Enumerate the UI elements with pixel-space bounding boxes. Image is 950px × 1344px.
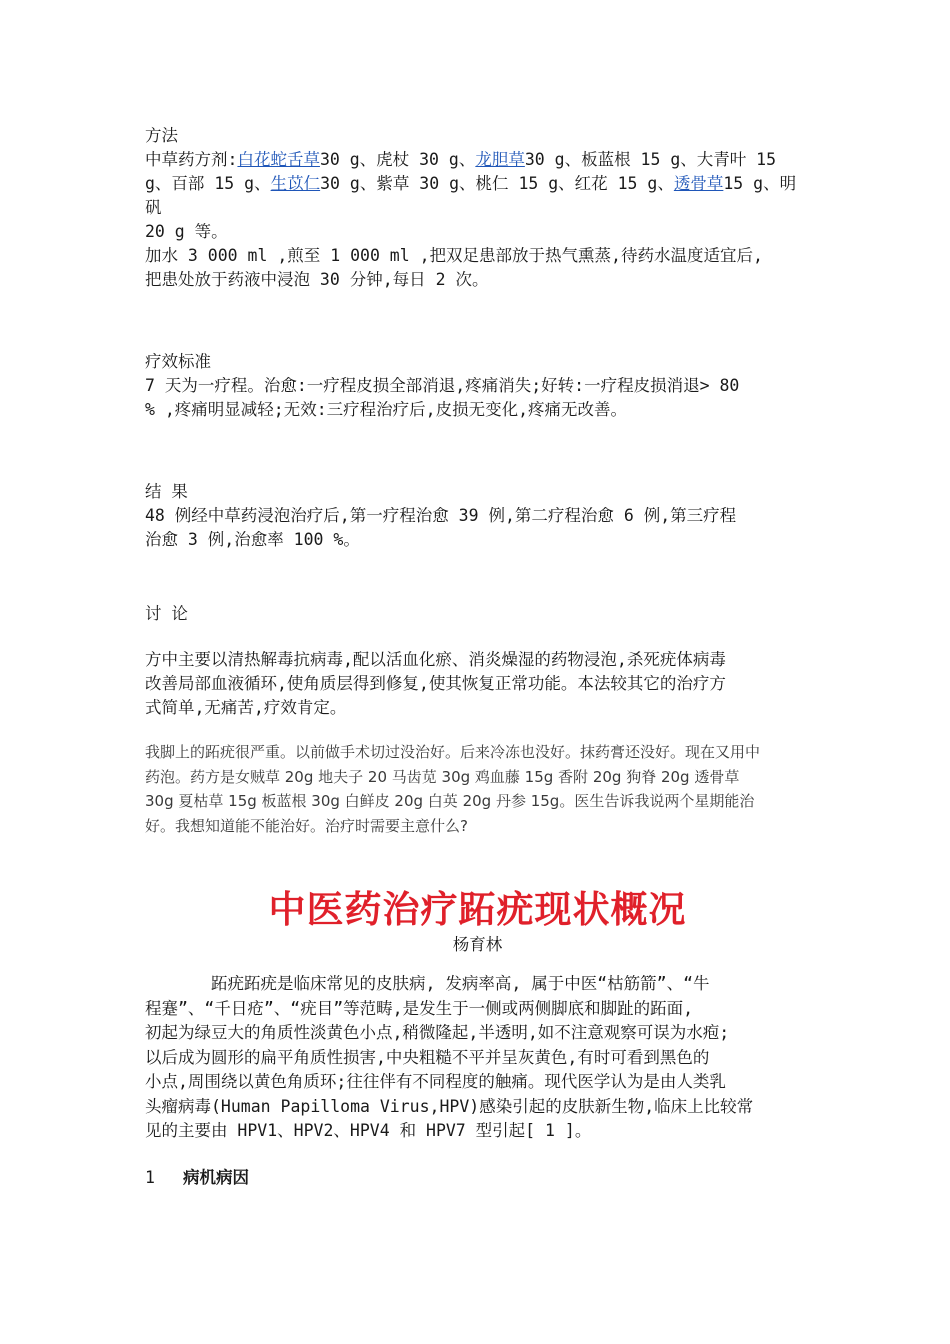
criteria-line-1: 7 天为一疗程。治愈:一疗程皮损全部消退,疼痛消失;好转:一疗程皮损消退> 80 (145, 376, 740, 395)
article-title: 中医药治疗跖疣现状概况 (268, 887, 687, 931)
spacer (145, 958, 810, 972)
text-span: 30 g、虎杖 30 g、 (319, 150, 476, 169)
question-line-1: 我脚上的跖疣很严重。以前做手术切过没治好。后来冷冻也没好。抹药膏还没好。现在又用中 (145, 743, 761, 761)
spacer (145, 626, 810, 648)
text-span: 30 g、紫草 30 g、桃仁 15 g、红花 15 g、 (320, 174, 674, 193)
intro-line-2: 程蹇”、“千日疮”、“疣目”等范畴,是发生于一侧或两侧脚底和脚趾的跖面, (145, 998, 694, 1018)
discussion-line-1: 方中主要以清热解毒抗病毒,配以活血化瘀、消炎燥湿的药物浸泡,杀死疣体病毒 (145, 650, 726, 669)
spacer (145, 720, 810, 740)
section-title: 病机病因 (183, 1167, 249, 1187)
methods-line-3: 20 g 等。 (145, 222, 228, 241)
results-line-2: 治愈 3 例,治愈率 100 %。 (145, 530, 360, 549)
intro-line-5: 小点,周围绕以黄色角质环;往往伴有不同程度的触痛。现代医学认为是由人类乳 (145, 1072, 726, 1091)
link-baihuasheshecao[interactable]: 白花蛇舌草 (237, 150, 320, 169)
section-1-heading (145, 1166, 810, 1190)
document-content (145, 124, 810, 1190)
discussion-line-2: 改善局部血液循环,使角质层得到修复,使其恢复正常功能。本法较其它的治疗方 (145, 674, 726, 693)
intro-line-6: 头瘤病毒(Human Papilloma Virus,HPV)感染引起的皮肤新生物,临床上比较常 (145, 1096, 754, 1116)
article-author: 杨育林 (452, 935, 503, 954)
intro-line-1 (145, 972, 810, 997)
text-span: 跖疣跖疣是临床常见的皮肤病, 发病率高, 属于中医“枯筋箭”、“牛 (211, 974, 710, 993)
question-line-4: 好。我想知道能不能治好。治疗时需要主意什么? (145, 816, 468, 835)
criteria-heading: 疗效标准 (145, 352, 211, 371)
results-line-1: 48 例经中草药浸泡治疗后,第一疗程治愈 39 例,第二疗程治愈 6 例,第三疗程 (145, 506, 737, 525)
methods-heading: 方法 (145, 126, 178, 145)
spacer (145, 292, 810, 350)
discussion-line-3: 式简单,无痛苦,疗效肯定。 (145, 698, 347, 717)
intro-line-4: 以后成为圆形的扁平角质性损害,中央粗糙不平并呈灰黄色,有时可看到黑色的 (145, 1047, 710, 1067)
text-span: 中草药方剂: (145, 150, 238, 169)
link-tougucao[interactable]: 透骨草 (673, 174, 724, 193)
spacer (145, 838, 810, 886)
spacer (145, 422, 810, 480)
spacer (145, 1144, 810, 1166)
link-longdancao[interactable]: 龙胆草 (475, 150, 525, 169)
methods-line-4: 加水 3 000 ml ,煎至 1 000 ml ,把双足患部放于热气熏蒸,待药水温度适宜后, (145, 246, 763, 265)
methods-line-5: 把患处放于药液中浸泡 30 分钟,每日 2 次。 (145, 270, 489, 289)
discussion-heading: 讨 论 (145, 604, 188, 623)
text-span: g、百部 15 g、 (145, 174, 271, 193)
link-shengyiren[interactable]: 生苡仁 (270, 174, 321, 193)
methods-line-1 (145, 148, 810, 172)
results-heading: 结 果 (145, 482, 188, 501)
text-span: 15 g、明矾 (145, 174, 797, 217)
intro-line-3: 初起为绿豆大的角质性淡黄色小点,稍微隆起,半透明,如不注意观察可误为水疱; (145, 1023, 730, 1042)
question-line-2: 药泡。药方是女贼草 20g 地夫子 20 马齿苋 30g 鸡血藤 15g 香附 20g 狗脊 20g 透骨草 (145, 767, 740, 786)
intro-line-7: 见的主要由 HPV1、HPV2、HPV4 和 HPV7 型引起[ 1 ]。 (145, 1121, 592, 1140)
methods-line-2 (145, 172, 810, 220)
question-line-3: 30g 夏枯草 15g 板蓝根 30g 白鲜皮 20g 白英 20g 丹参 15g。医生告诉我说两个星期能治 (145, 792, 755, 810)
section-number: 1 (145, 1167, 155, 1187)
text-span: 30 g、板蓝根 15 g、大青叶 15 (524, 150, 777, 169)
spacer (145, 552, 810, 602)
criteria-line-2: % ,疼痛明显减轻;无效:三疗程治疗后,皮损无变化,疼痛无改善。 (145, 400, 628, 419)
